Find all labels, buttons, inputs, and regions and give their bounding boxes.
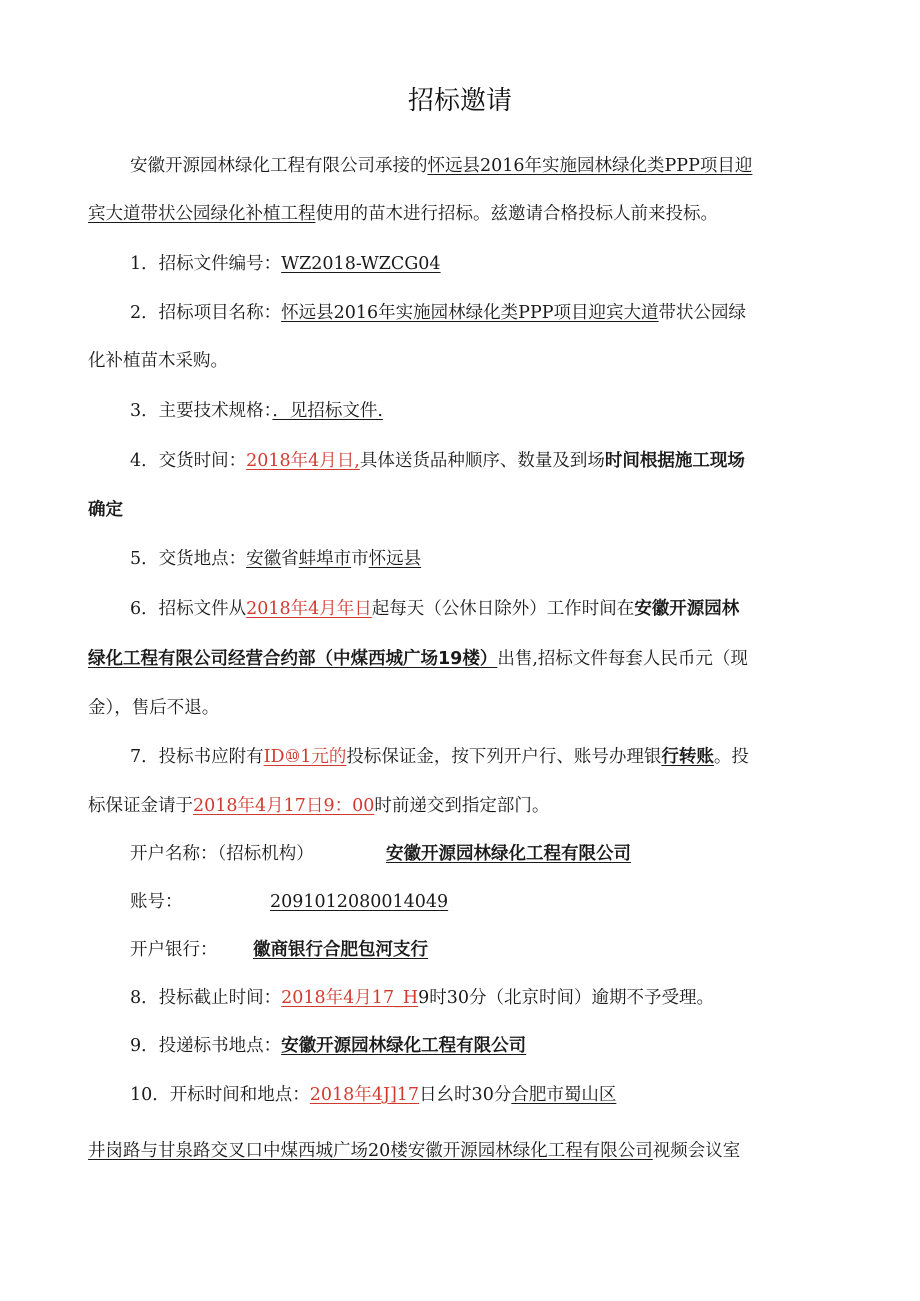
delivery-province: 安徽 [246, 549, 282, 569]
opening-place: 合肥市蜀山区 [511, 1085, 617, 1105]
item-2-label: 2．招标项目名称： [130, 303, 282, 323]
item-8-label: 8．投标截止时间： [130, 988, 282, 1008]
bid-deadline-date: 2018年4月17_H [281, 988, 419, 1008]
item-8 [130, 986, 714, 1010]
item-10-label: 10．开标时间和地点： [130, 1085, 310, 1105]
intro-invite-text: 使用的苗木进行招标。兹邀请合格投标人前来投标。 [315, 204, 718, 224]
delivery-province-suffix: 省 [281, 549, 299, 569]
item-5-label: 5．交货地点： [130, 549, 247, 569]
item-7-text: 投标保证金，按下列开户行、账号办理银 [346, 747, 662, 767]
intro-line-2 [88, 202, 718, 226]
deposit-amount: ID⑩1元的 [263, 747, 347, 767]
item-6-cont-2: 金），售后不退。 [88, 698, 220, 718]
item-5 [130, 547, 421, 571]
bank-value: 徽商银行合肥包河支行 [253, 940, 428, 960]
intro-line-1 [130, 154, 752, 178]
item-6-bold: 安徽开源园林 [634, 599, 740, 619]
bank-name-label: 开户名称：（招标机构） [130, 844, 314, 864]
item-6-price-text: 出售,招标文件每套人民币元（现 [497, 649, 748, 669]
item-2-cont: 化补植苗木采购。 [88, 351, 228, 371]
opening-date: 2018年4J]17 [309, 1085, 420, 1105]
bank-name-value: 安徽开源园林绿化工程有限公司 [386, 844, 631, 864]
item-9 [130, 1034, 526, 1058]
item-6 [130, 597, 739, 621]
item-10-text: 日幺时30分 [419, 1085, 512, 1105]
item-4-label: 4．交货时间： [130, 451, 247, 471]
item-6-label: 6．招标文件从 [130, 599, 247, 619]
item-10 [130, 1083, 616, 1107]
item-1-label: 1．招标文件编号： [130, 254, 282, 274]
sale-location: 绿化工程有限公司经营合约部（中煤西城广场19楼） [88, 649, 498, 669]
tender-project-name: 怀远县2016年实施园林绿化类PPP项目迎宾大道 [281, 303, 659, 323]
item-7-bold: 行转账 [661, 747, 714, 767]
intro-project-name-cont: 宾大道带状公园绿化补植工程 [88, 204, 316, 224]
delivery-city: 蚌埠市 [298, 549, 352, 569]
item-4-bold: 时间根据施工现场 [604, 451, 745, 471]
item-4-cont: 确定 [88, 500, 123, 520]
item-8-text: 9时30分（北京时间）逾期不予受理。 [418, 988, 714, 1008]
page-title: 招标邀请 [407, 86, 512, 116]
opening-address: 井岗路与甘泉路交叉口中煤西城广场20楼安徽开源园林绿化工程有限公司 [88, 1141, 653, 1161]
item-4 [130, 449, 745, 473]
intro-project-name: 怀远县2016年实施园林绿化类PPP项目迎 [427, 156, 753, 176]
item-3-label: 3．主要技术规格： [130, 401, 273, 421]
account-number: 2091012080014049 [270, 892, 449, 912]
delivery-county: 怀远县 [368, 549, 422, 569]
deposit-deadline: 2018年4月17日9：00 [193, 796, 375, 816]
intro-company: 安徽开源园林绿化工程有限公司承接的 [130, 156, 428, 176]
item-7-tail: 。投 [713, 747, 749, 767]
bank-name-row [130, 842, 314, 866]
item-4-text: 具体送货品种顺序、数量及到场 [359, 451, 605, 471]
item-6-text: 起每天（公休日除外）工作时间在 [371, 599, 635, 619]
item-7-cont [88, 794, 549, 818]
file-sale-date: 2018年4月年日 [246, 599, 372, 619]
item-3 [130, 399, 383, 423]
final-line [88, 1139, 740, 1163]
item-7-cont-b: 时前递交到指定部门。 [374, 796, 550, 816]
item-7-label: 7．投标书应附有 [130, 747, 264, 767]
tender-file-number: WZ2018-WZCG04 [281, 254, 441, 274]
item-7-cont-a: 标保证金请于 [88, 796, 193, 816]
account-label: 账号： [130, 892, 183, 912]
tech-spec: ．见招标文件. [272, 401, 383, 421]
delivery-city-suffix: 市 [351, 549, 369, 569]
item-6-cont [88, 647, 748, 671]
opening-room: 视频会议室 [652, 1141, 741, 1161]
bid-submit-location: 安徽开源园林绿化工程有限公司 [281, 1036, 527, 1056]
item-9-label: 9．投递标书地点： [130, 1036, 282, 1056]
item-1 [130, 252, 441, 276]
item-2-rest: 带状公园绿 [658, 303, 747, 323]
bank-label: 开户银行： [130, 940, 218, 960]
item-7 [130, 745, 749, 769]
item-2 [130, 301, 746, 325]
delivery-date: 2018年4月日, [246, 451, 360, 471]
